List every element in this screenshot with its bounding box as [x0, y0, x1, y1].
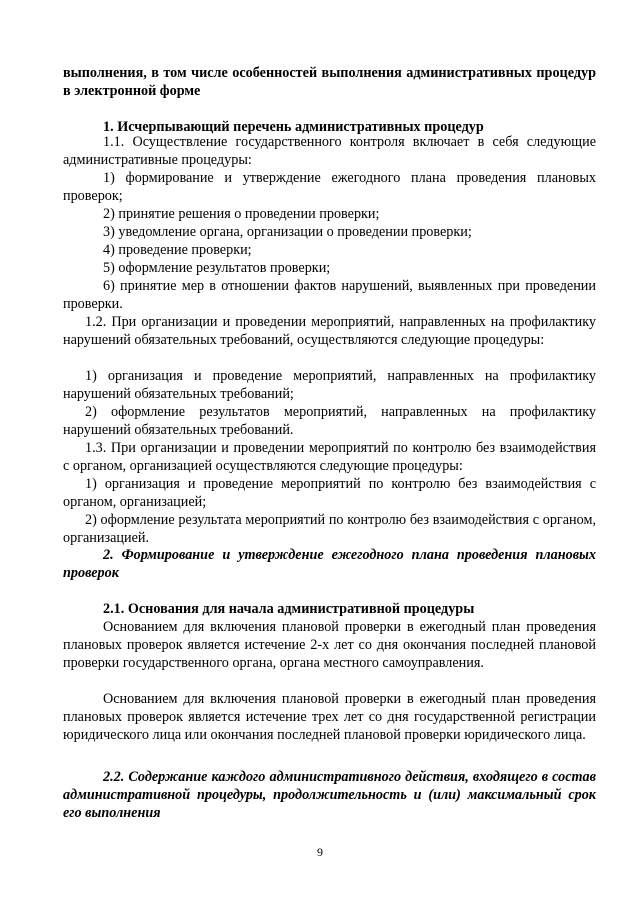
page-number: 9: [317, 845, 323, 859]
paragraph-1-2: 1.2. При организации и проведении мероприятий, направленных на профилактику нарушений обязательных требований, осуществляются следующие процедуры:: [63, 314, 596, 349]
section-1-heading: 1. Исчерпывающий перечень административных процедур: [103, 119, 484, 135]
list-item: 2) оформление результатов мероприятий, направленных на профилактику нарушений обязательных требований.: [63, 404, 596, 439]
continued-heading: выполнения, в том числе особенностей выполнения административных процедур в электронной форме: [63, 65, 596, 100]
list-item: 2) оформление результата мероприятий по контролю без взаимодействия с органом, организацией.: [63, 512, 596, 547]
paragraph-1-1: 1.1. Осуществление государственного контроля включает в себя следующие административные процедуры:: [63, 134, 596, 169]
list-item: 1) организация и проведение мероприятий, направленных на профилактику нарушений обязательных требований;: [63, 368, 596, 403]
list-item: 1) организация и проведение мероприятий по контролю без взаимодействия с органом, организацией;: [63, 476, 596, 511]
subsection-2-2-heading: 2.2. Содержание каждого административного действия, входящего в состав административной процедуры, продолжительность и (или) максимальный срок его выполнения: [63, 769, 596, 822]
list-item: 2) принятие решения о проведении проверки;: [103, 206, 380, 222]
paragraph-1-3: 1.3. При организации и проведении мероприятий по контролю без взаимодействия с органом, организацией осуществляются следующие процедуры:: [63, 440, 596, 475]
list-item: 1) формирование и утверждение ежегодного плана проведения плановых проверок;: [63, 170, 596, 205]
paragraph-2-1-a: Основанием для включения плановой проверки в ежегодный план проведения плановых проверок является истечение 2-х лет со дня окончания последней плановой проверки государственного органа, органа местного самоуправления.: [63, 619, 596, 672]
list-item: 4) проведение проверки;: [103, 242, 252, 258]
section-2-heading: 2. Формирование и утверждение ежегодного плана проведения плановых проверок: [63, 547, 596, 582]
subsection-2-1-heading: 2.1. Основания для начала административной процедуры: [103, 601, 475, 617]
list-item: 5) оформление результатов проверки;: [103, 260, 331, 276]
list-item: 3) уведомление органа, организации о проведении проверки;: [103, 224, 472, 240]
list-item: 6) принятие мер в отношении фактов нарушений, выявленных при проведении проверки.: [63, 278, 596, 313]
paragraph-2-1-b: Основанием для включения плановой проверки в ежегодный план проведения плановых проверок является истечение трех лет со дня государственной регистрации юридического лица или окончания последней плановой проверки юридического лица.: [63, 691, 596, 744]
